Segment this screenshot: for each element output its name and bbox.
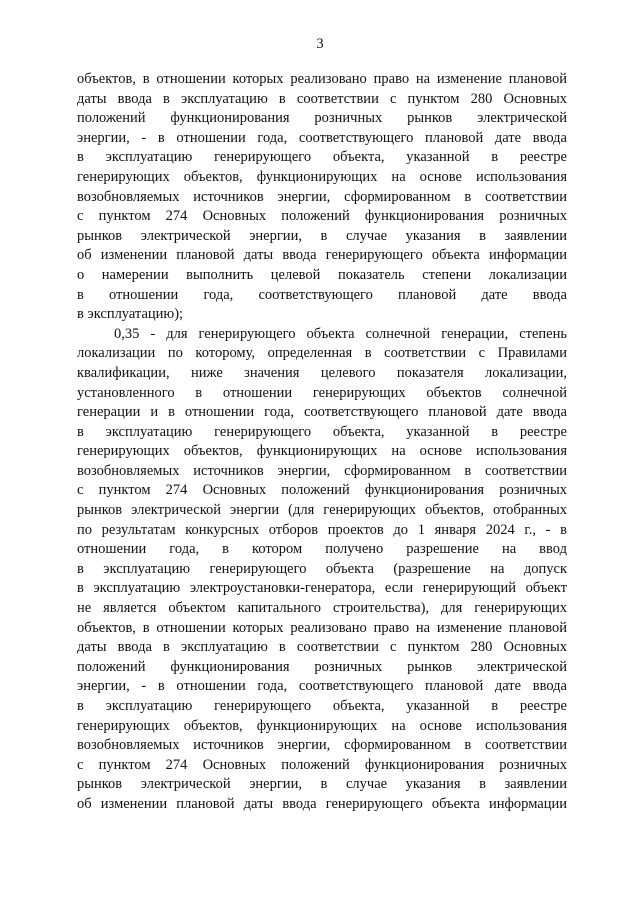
- text-line: рынков электрической энергии (для генерирующих объектов, отобранных: [77, 502, 567, 519]
- text-line: генерирующих объектов, функционирующих на основе использования: [77, 168, 567, 185]
- paragraph-1: [77, 70, 567, 325]
- text-line: в эксплуатацию генерирующего объекта, указанной в реестре: [77, 698, 567, 714]
- text-line: рынков электрической энергии, в случае указания в заявлении: [77, 227, 567, 244]
- text-line: энергии, - в отношении года, соответствующего плановой дате ввода: [77, 678, 567, 695]
- text-line: в эксплуатацию);: [77, 306, 184, 323]
- text-line: с пунктом 274 Основных положений функционирования розничных: [77, 756, 567, 773]
- text-line: не является объектом капитального строительства), для генерирующих: [77, 600, 567, 617]
- document-body: [77, 70, 567, 815]
- text-line: рынков электрической энергии, в случае указания в заявлении: [77, 776, 567, 793]
- text-line: генерирующих объектов, функционирующих на основе использования: [77, 717, 567, 734]
- text-line: положений функционирования розничных рынков электрической: [77, 658, 567, 675]
- text-line: возобновляемых источников энергии, сформированном в соответствии: [77, 737, 567, 754]
- text-line: объектов, в отношении которых реализовано право на изменение плановой: [77, 71, 567, 87]
- text-line: с пунктом 274 Основных положений функционирования розничных: [77, 208, 567, 225]
- text-line: даты ввода в эксплуатацию в соответствии с пунктом 280 Основных: [77, 90, 567, 107]
- text-line: в эксплуатацию электроустановки-генератора, если генерирующий объект: [77, 580, 567, 597]
- text-line: с пунктом 274 Основных положений функционирования розничных: [77, 482, 567, 499]
- text-line: о намерении выполнить целевой показатель степени локализации: [77, 266, 567, 283]
- text-line: положений функционирования розничных рынков электрической: [77, 110, 567, 127]
- text-line: в эксплуатацию генерирующего объекта, указанной в реестре: [77, 423, 567, 440]
- text-line: даты ввода в эксплуатацию в соответствии с пунктом 280 Основных: [77, 639, 567, 656]
- text-line: локализации по которому, определенная в соответствии с Правилами: [77, 345, 567, 362]
- page-number: 3: [316, 36, 324, 52]
- text-line: генерации и в отношении года, соответствующего плановой дате ввода: [77, 404, 567, 421]
- text-line: квалификации, ниже значения целевого показателя локализации,: [77, 364, 567, 381]
- text-line: установленного в отношении генерирующих объектов солнечной: [77, 384, 567, 401]
- text-line: в эксплуатацию генерирующего объекта, указанной в реестре: [77, 149, 567, 166]
- text-line: отношении года, в котором получено разрешение на ввод: [77, 541, 567, 558]
- text-line: возобновляемых источников энергии, сформированном в соответствии: [77, 462, 567, 479]
- text-line: в отношении года, соответствующего плановой дате ввода: [77, 286, 567, 303]
- text-line: энергии, - в отношении года, соответствующего плановой дате ввода: [77, 129, 567, 146]
- text-line: об изменении плановой даты ввода генерирующего объекта информации: [77, 247, 567, 264]
- text-line: возобновляемых источников энергии, сформированном в соответствии: [77, 188, 567, 205]
- text-line: генерирующих объектов, функционирующих на основе использования: [77, 443, 567, 460]
- text-line: об изменении плановой даты ввода генерирующего объекта информации: [77, 795, 567, 812]
- text-line: по результатам конкурсных отборов проектов до 1 января 2024 г., - в: [77, 521, 567, 538]
- text-line: в эксплуатацию генерирующего объекта (разрешение на допуск: [77, 560, 567, 577]
- paragraph-2: [77, 325, 567, 815]
- text-line: объектов, в отношении которых реализовано право на изменение плановой: [77, 619, 567, 636]
- text-line: 0,35 - для генерирующего объекта солнечной генерации, степень: [114, 325, 567, 342]
